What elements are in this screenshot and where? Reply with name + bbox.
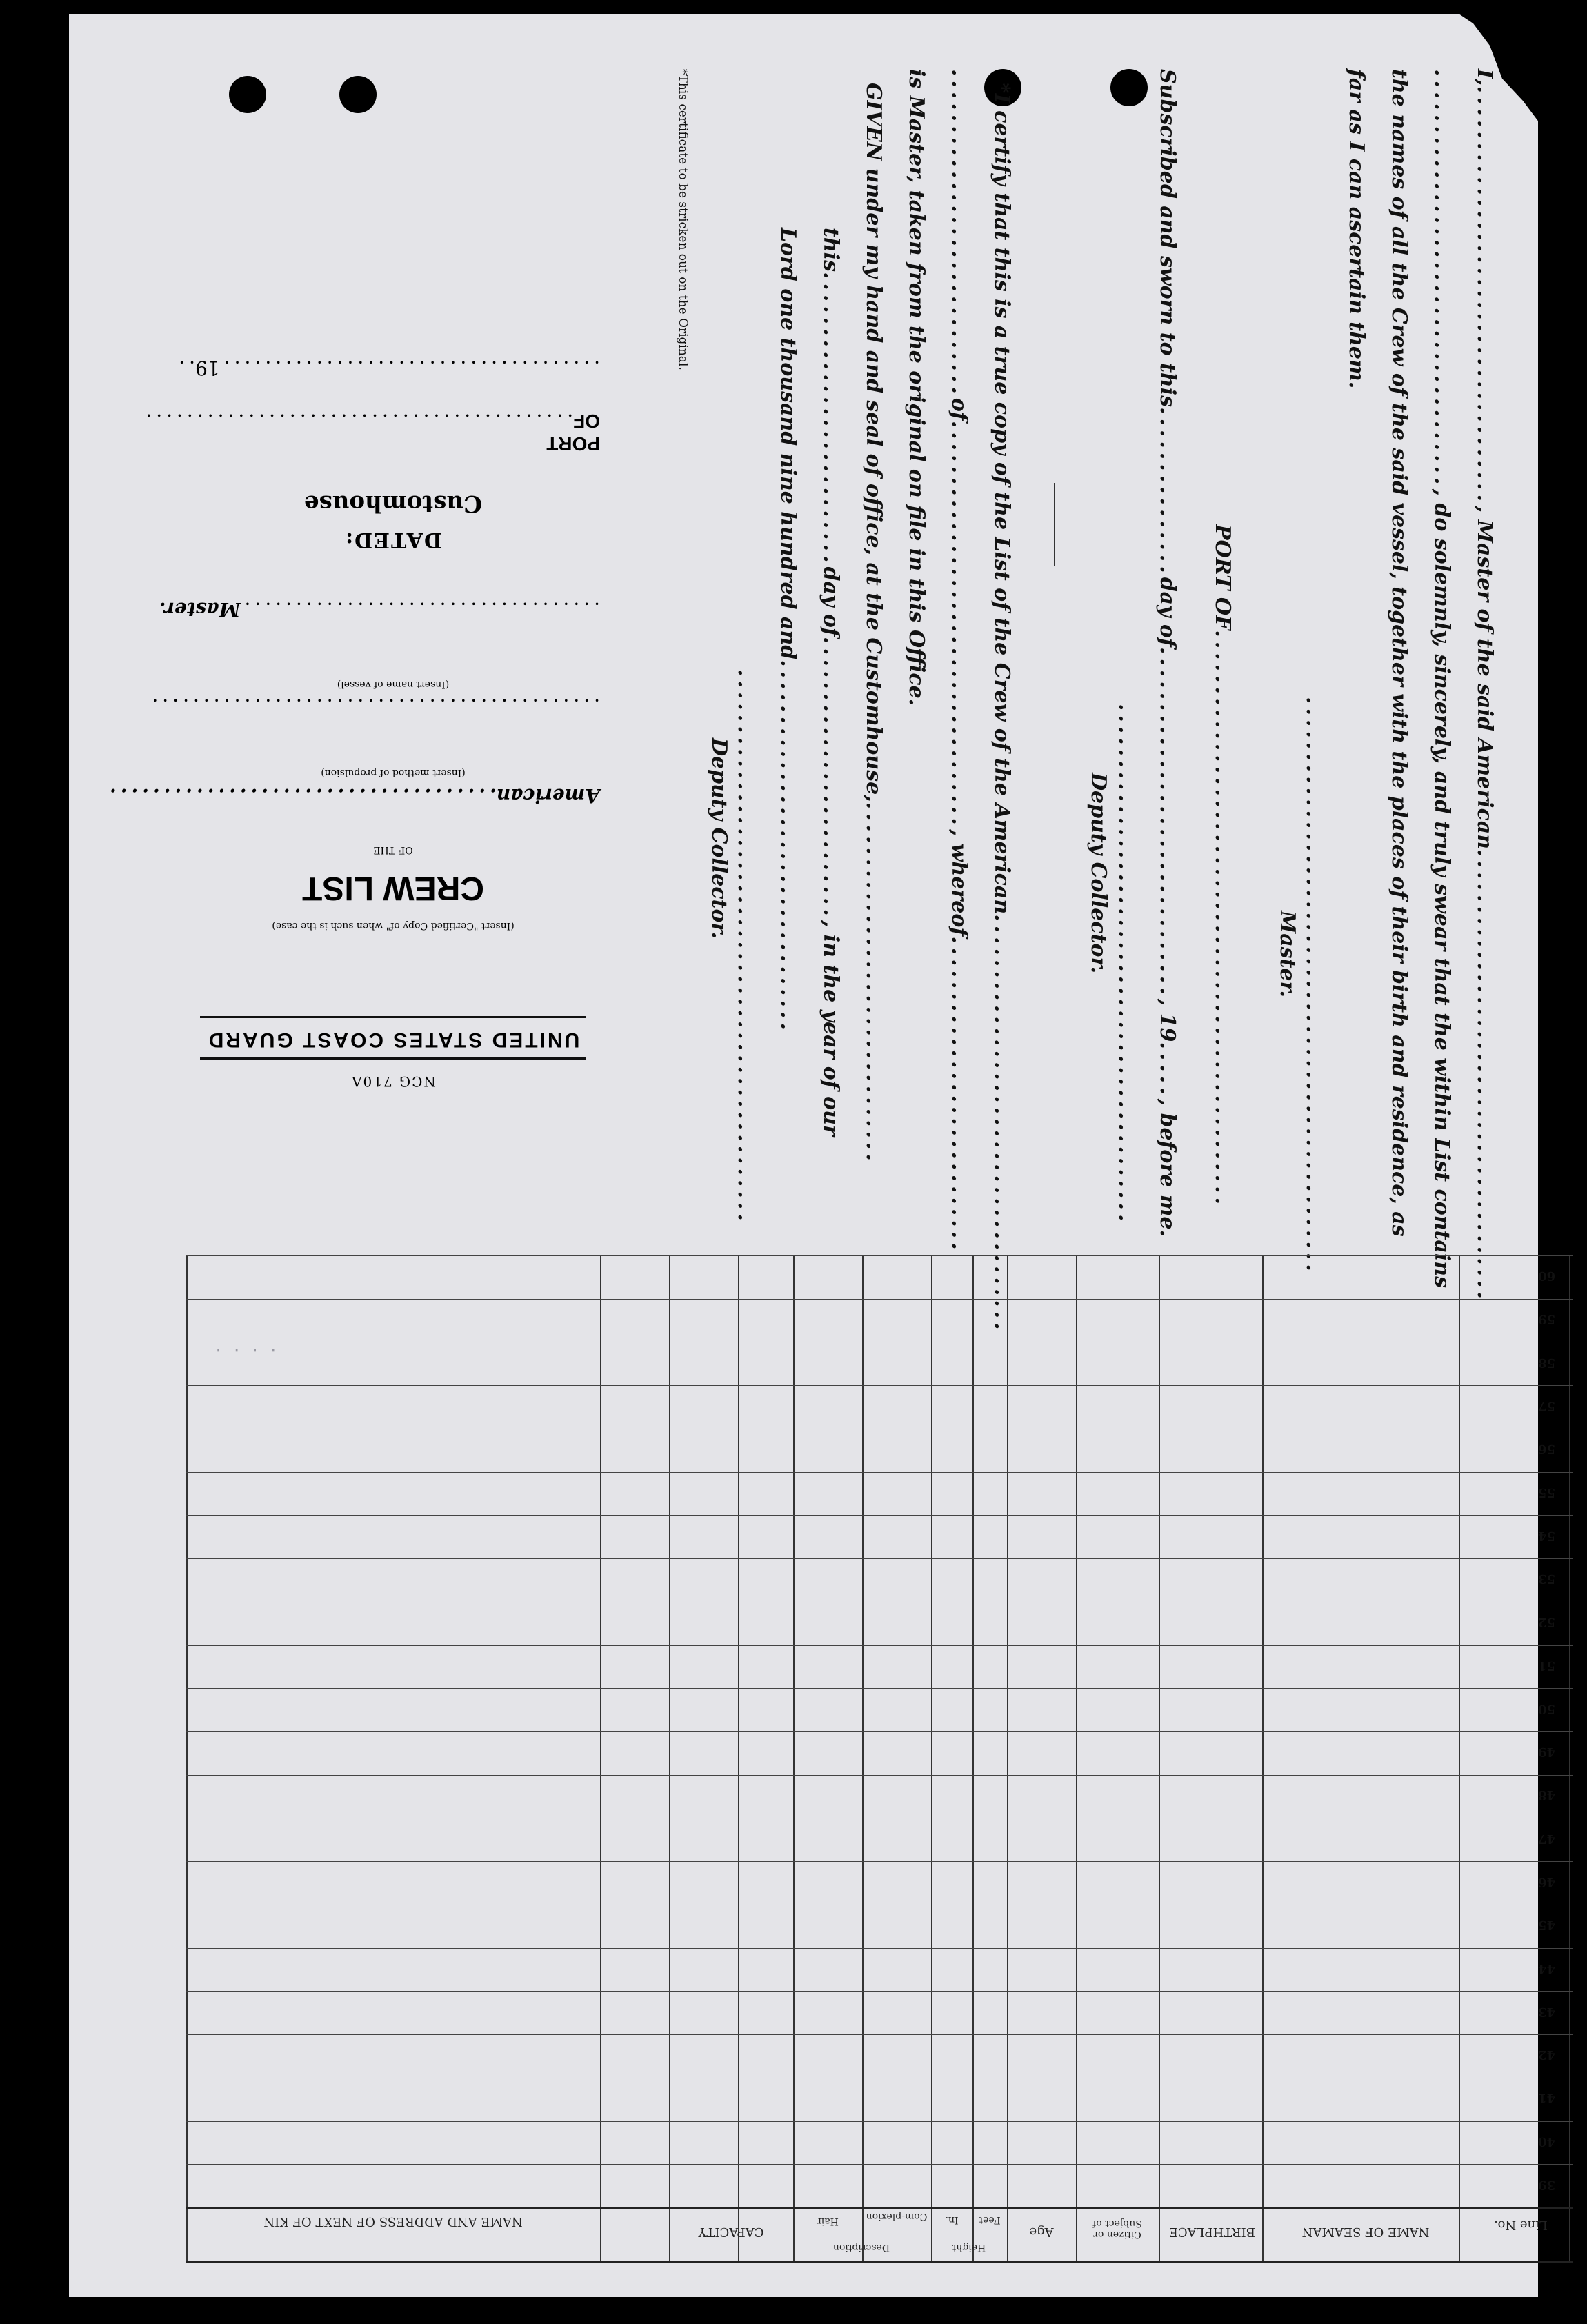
row-line-number: 43 bbox=[1538, 2004, 1556, 2019]
crew-list-table bbox=[186, 1255, 1573, 2263]
header-line-no: Line No. bbox=[1494, 2218, 1548, 2232]
cert-line1: *I certify that this is a true copy of the List of the Crew of the American bbox=[990, 83, 1014, 915]
dated-label: DATED: bbox=[344, 528, 442, 552]
table-row bbox=[186, 2034, 1573, 2035]
oath-port-of: PORT OF bbox=[1210, 524, 1235, 630]
table-row bbox=[186, 1645, 1573, 1646]
vessel-note: (Insert name of vessel) bbox=[337, 679, 450, 690]
row-line-number: 40 bbox=[1538, 2134, 1556, 2149]
row-line-number: 52 bbox=[1538, 1615, 1556, 1630]
table-row bbox=[186, 1385, 1573, 1386]
table-row bbox=[186, 1472, 1573, 1473]
row-line-number: 49 bbox=[1538, 1745, 1556, 1760]
master-oath: I,....................................., Master of the said American........................................ ....................................., do solemnly, sincerely, and truly swear that the within List contains the names of all the Crew of the said vessel, together with the places of their birth and residence, as far as I can ascertain them. ................................................... Master. PORT OF................................................... Subscribed and sworn to this...............day of..............................., 19....., before me. .............................................. Deputy Collector. *I certify that this is a true copy of the List of the Crew of the American..................................... .............................of...................................., whereof............................ is Master, taken from the original on file in this Office. GIVEN under my hand and seal of office, at the Customhouse,................................ this..........................day of........................., in the year of our Lord one thousand nine hundred and................................. ................................................. Deputy Collector. *This certificate to be stricken out on the Original. bbox=[676, 69, 1497, 1334]
table-row bbox=[186, 1991, 1573, 1992]
header-description: Description bbox=[832, 2242, 890, 2253]
table-row bbox=[186, 2121, 1573, 2122]
cert-is-master: is Master, taken from the original on file in this Office. bbox=[904, 69, 928, 706]
header-name: NAME OF SEAMAN bbox=[1301, 2225, 1430, 2239]
header-citizen: Citizen or Subject of bbox=[1092, 2218, 1142, 2240]
row-line-number: 45 bbox=[1538, 1918, 1556, 1933]
cert-whereof: , whereof bbox=[947, 828, 971, 937]
oath-day-of: day of bbox=[1155, 577, 1179, 647]
oath-deputy-collector: Deputy Collector. bbox=[1086, 773, 1110, 974]
cert-day-of: day of bbox=[819, 566, 843, 637]
table-row bbox=[186, 1861, 1573, 1862]
rule-bottom bbox=[200, 1016, 586, 1018]
agency-name: UNITED STATES COAST GUARD bbox=[206, 1029, 580, 1051]
header-birthplace: BIRTHPLACE bbox=[1168, 2225, 1255, 2239]
oath-crew-line: the names of all the Crew of the said vessel, together with the places of their birth and residence, as bbox=[1387, 69, 1411, 1237]
divider bbox=[1054, 483, 1055, 566]
cert-in-year: , in the year of our bbox=[819, 920, 843, 1136]
header-complexion: Com-plexion bbox=[866, 2211, 928, 2222]
header-feet: Feet bbox=[979, 2214, 1001, 2225]
row-line-number: 60 bbox=[1538, 1269, 1556, 1284]
oath-swear-line: , do solemnly, sincerely, and truly swear that the within List contains bbox=[1430, 488, 1454, 1288]
crew-list-title: CREW LIST bbox=[302, 870, 484, 906]
cert-this: this bbox=[819, 228, 843, 272]
oath-before-me: , before me. bbox=[1155, 1098, 1179, 1238]
row-line-number: 53 bbox=[1538, 1571, 1556, 1587]
row-line-number: 47 bbox=[1538, 1831, 1556, 1846]
table-row bbox=[186, 2164, 1573, 2165]
header-next-of-kin: NAME AND ADDRESS OF NEXT OF KIN bbox=[263, 2214, 523, 2229]
document-page bbox=[69, 14, 1556, 2297]
oath-year: , 19 bbox=[1155, 998, 1179, 1042]
oath-subscribed: Subscribed and sworn to this bbox=[1155, 69, 1179, 408]
header-age: Age bbox=[1029, 2225, 1054, 2239]
table-row bbox=[186, 1515, 1573, 1516]
insert-certified-note: (Insert "Certified Copy of" when such is the case) bbox=[272, 920, 515, 931]
cert-given: GIVEN under my hand and seal of office, at the Customhouse, bbox=[861, 83, 886, 802]
header-hair: Hair bbox=[817, 2216, 839, 2227]
cover-master: Master. bbox=[159, 598, 241, 621]
american-label: American bbox=[496, 784, 600, 807]
of-the-label: OF THE bbox=[373, 844, 413, 855]
table-row bbox=[186, 1558, 1573, 1559]
row-line-number: 46 bbox=[1538, 1874, 1556, 1889]
form-number: NCG 710A bbox=[350, 1073, 436, 1090]
cert-deputy-collector: Deputy Collector. bbox=[707, 738, 731, 940]
row-line-number: 59 bbox=[1538, 1312, 1556, 1327]
row-line-number: 48 bbox=[1538, 1788, 1556, 1803]
table-row bbox=[186, 1688, 1573, 1689]
oath-ascertain-line: far as I can ascertain them. bbox=[1344, 69, 1368, 389]
row-line-number: 51 bbox=[1538, 1658, 1556, 1673]
table-row bbox=[186, 1775, 1573, 1776]
faint-typed-text: . . . . bbox=[214, 1345, 278, 1362]
customhouse-label: Customhouse bbox=[303, 490, 483, 517]
cert-of: of bbox=[947, 397, 971, 421]
propulsion-note: (Insert method of propulsion) bbox=[321, 767, 466, 778]
cert-footnote: *This certificate to be stricken out on the Original. bbox=[676, 69, 690, 370]
cert-lord: Lord one thousand nine hundred and bbox=[776, 228, 800, 660]
row-line-number: 39 bbox=[1538, 2177, 1556, 2192]
table-row bbox=[186, 1948, 1573, 1949]
row-line-number: 50 bbox=[1538, 1701, 1556, 1716]
row-line-number: 57 bbox=[1538, 1398, 1556, 1413]
cover-text-block: NCG 710A UNITED STATES COAST GUARD (Insert "Certified Copy of" when such is the case) CREW LIST OF THE American.................................... (Insert method of propulsion) ............................................ (Insert name of vessel) ...................................Master. DATED: Customhouse PORT OF.......................................... .....................................19.. bbox=[105, 357, 600, 1090]
rule-top bbox=[200, 1057, 586, 1060]
row-line-number: 42 bbox=[1538, 2047, 1556, 2063]
row-line-number: 54 bbox=[1538, 1528, 1556, 1543]
header-height: Height bbox=[952, 2242, 986, 2253]
header-inches: In. bbox=[945, 2214, 959, 2225]
table-row bbox=[186, 1255, 1573, 1256]
row-line-number: 41 bbox=[1538, 2091, 1556, 2106]
oath-i: I, bbox=[1473, 69, 1497, 86]
row-line-number: 44 bbox=[1538, 1961, 1556, 1976]
table-row bbox=[186, 1299, 1573, 1300]
oath-master-label: Master. bbox=[1275, 911, 1299, 997]
table-row bbox=[186, 1731, 1573, 1732]
oath-master-of-american: , Master of the said American bbox=[1473, 505, 1497, 850]
cover-year: 19 bbox=[195, 357, 220, 379]
row-line-number: 56 bbox=[1538, 1442, 1556, 1457]
row-line-number: 58 bbox=[1538, 1355, 1556, 1370]
header-capacity: CAPACITY bbox=[698, 2225, 764, 2239]
cover-port-of: PORT OF bbox=[546, 410, 600, 455]
row-line-number: 55 bbox=[1538, 1485, 1556, 1500]
